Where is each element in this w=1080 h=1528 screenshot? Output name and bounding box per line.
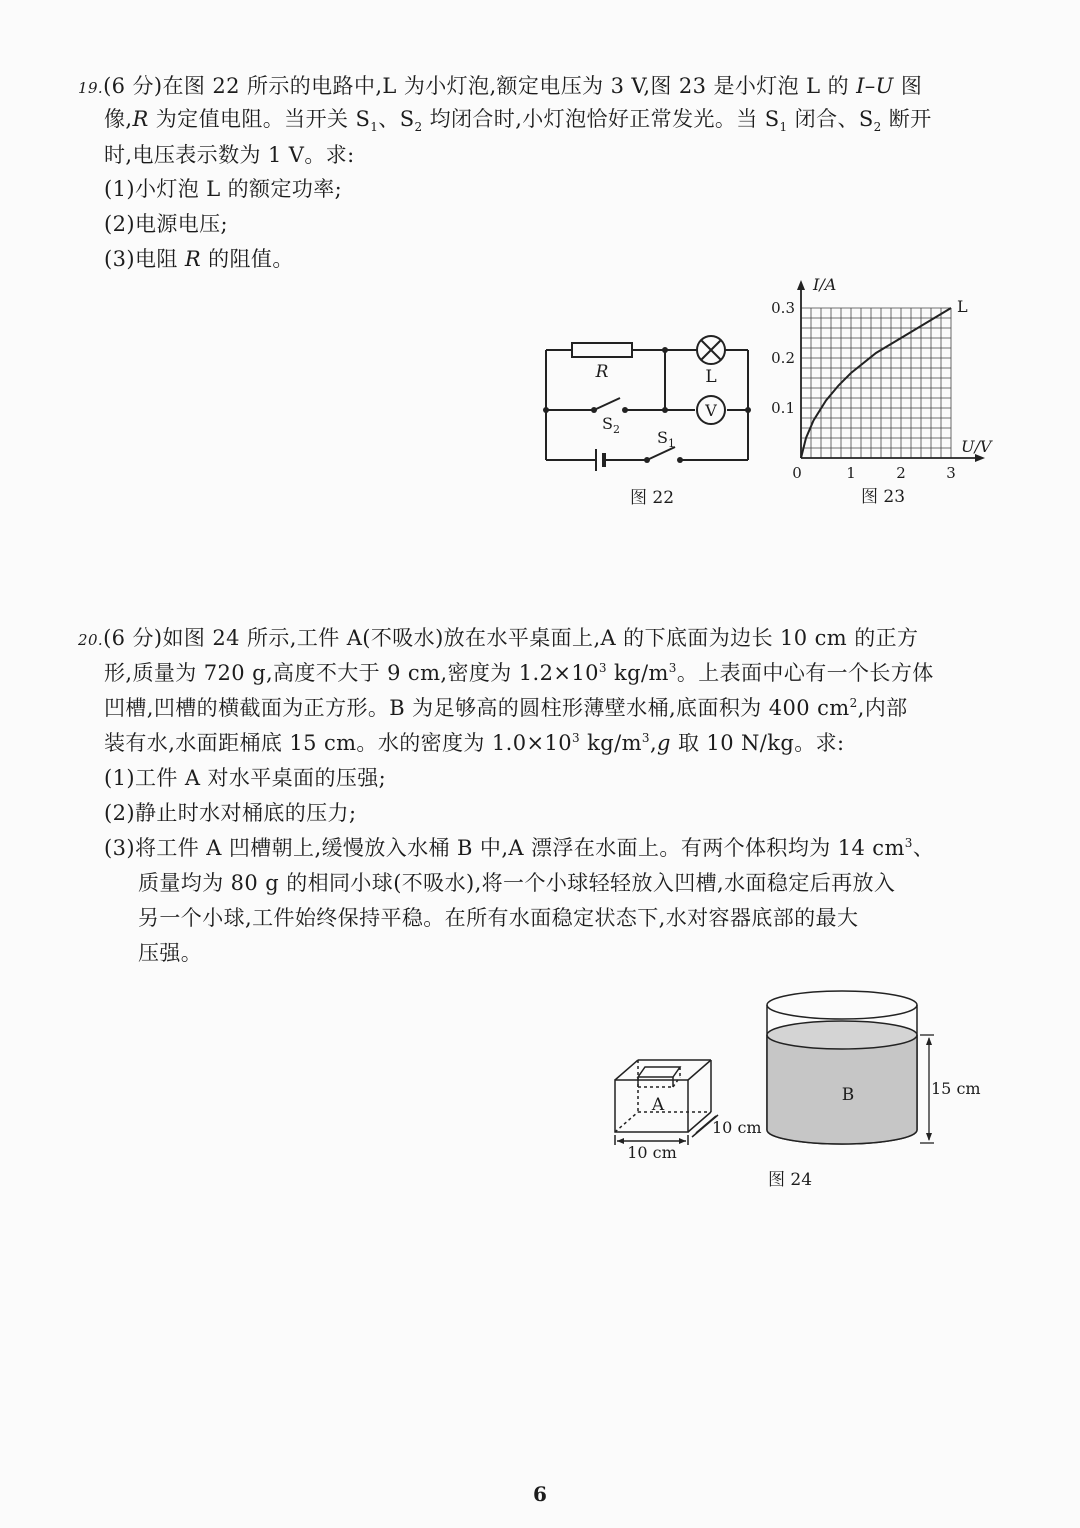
x-tick-label: 2 bbox=[896, 464, 906, 482]
y-axis-label: I/A bbox=[813, 275, 837, 294]
water-height-dim: 15 cm bbox=[931, 1079, 981, 1098]
figure-24-caption: 图 24 bbox=[767, 1170, 813, 1190]
q20-sub-1: (1)工件 A 对水平桌面的压强; bbox=[104, 766, 387, 790]
bucket-b-label: B bbox=[841, 1085, 855, 1105]
switch-1-label: $S_1$ bbox=[657, 428, 675, 450]
q20-sub-2: (2)静止时水对桶底的压力; bbox=[104, 801, 357, 825]
y-axis-arrow bbox=[797, 280, 805, 290]
block-a bbox=[615, 1060, 718, 1145]
x-tick-label: 0 bbox=[792, 464, 802, 482]
figure-23-caption: 图 23 bbox=[860, 487, 906, 507]
y-tick-label: 0.2 bbox=[771, 349, 795, 367]
battery bbox=[596, 449, 604, 471]
graph-tick-labels bbox=[771, 299, 956, 482]
q19-sub-1: (1)小灯泡 L 的额定功率; bbox=[104, 177, 343, 201]
q20-line-3: 凹槽,凹槽的横截面为正方形。B 为足够高的圆柱形薄壁水桶,底面积为 400 $cm^2$,内部 bbox=[104, 696, 908, 720]
q19-line-1: 19.(6 分)在图 22 所示的电路中,L 为小灯泡,额定电压为 3 V,图 23 是小灯泡 L 的 I–U 图 bbox=[78, 74, 923, 98]
q20-sub-3-line-2: 质量均为 80 g 的相同小球(不吸水),将一个小球轻轻放入凹槽,水面稳定后再放入 bbox=[138, 871, 896, 895]
figure-23-iu-graph bbox=[765, 272, 1000, 517]
resistor-r bbox=[572, 343, 632, 357]
q19-line-3: 时,电压表示数为 1 V。求: bbox=[104, 143, 355, 167]
graph-grid bbox=[801, 308, 951, 458]
lamp-l bbox=[697, 336, 725, 364]
bucket-b bbox=[767, 991, 917, 1144]
x-axis-label: U/V bbox=[961, 437, 992, 456]
q20-line-2: 形,质量为 720 g,高度不大于 9 cm,密度为 $1.2\times 10^3$ $kg/m^3$。上表面中心有一个长方体 bbox=[104, 661, 934, 685]
voltmeter bbox=[697, 396, 725, 424]
block-depth-dim: 10 cm bbox=[712, 1118, 762, 1137]
switch-2-label: $S_2$ bbox=[602, 414, 620, 436]
iu-curve-l bbox=[801, 308, 951, 458]
lamp-label: L bbox=[705, 367, 717, 387]
curve-label-l: L bbox=[957, 297, 968, 316]
figure-22-circuit bbox=[530, 325, 770, 515]
y-tick-label: 0.1 bbox=[771, 399, 795, 417]
q19-sub-2: (2)电源电压; bbox=[104, 212, 229, 236]
q20-line-1: 20.(6 分)如图 24 所示,工件 A(不吸水)放在水平桌面上,A 的下底面为边长 10 cm 的正方 bbox=[78, 626, 919, 650]
y-tick-label: 0.3 bbox=[771, 299, 795, 317]
page-number: 6 bbox=[533, 1482, 547, 1506]
block-a-label: A bbox=[651, 1095, 665, 1115]
q20-number: 20. bbox=[78, 631, 104, 649]
q20-sub-3-line-4: 压强。 bbox=[138, 941, 203, 965]
figure-24 bbox=[600, 975, 1000, 1195]
q20-line-4: 装有水,水面距桶底 15 cm。水的密度为 $1.0\times 10^3$ $kg/m^3,g$ 取 10 N/kg。求: bbox=[104, 731, 845, 755]
q19-number: 19. bbox=[78, 79, 104, 97]
q19-sub-3: (3)电阻 R 的阻值。 bbox=[104, 247, 294, 271]
resistor-label: R bbox=[595, 362, 609, 382]
figure-22-caption: 图 22 bbox=[629, 488, 675, 508]
block-width-dim: 10 cm bbox=[627, 1143, 677, 1162]
q19-line-2: 像,R 为定值电阻。当开关 $S_1$、$S_2$ 均闭合时,小灯泡恰好正常发光。当 $S_1$ 闭合、$S_2$ 断开 bbox=[104, 107, 932, 135]
q20-sub-3-line-1: (3)将工件 A 凹槽朝上,缓慢放入水桶 B 中,A 漂浮在水面上。有两个体积均为 14 $cm^3$、 bbox=[104, 836, 935, 860]
q20-sub-3-line-3: 另一个小球,工件始终保持平稳。在所有水面稳定状态下,水对容器底部的最大 bbox=[138, 906, 859, 930]
svg-text:V: V bbox=[705, 401, 717, 420]
x-tick-label: 3 bbox=[946, 464, 956, 482]
x-tick-label: 1 bbox=[846, 464, 856, 482]
